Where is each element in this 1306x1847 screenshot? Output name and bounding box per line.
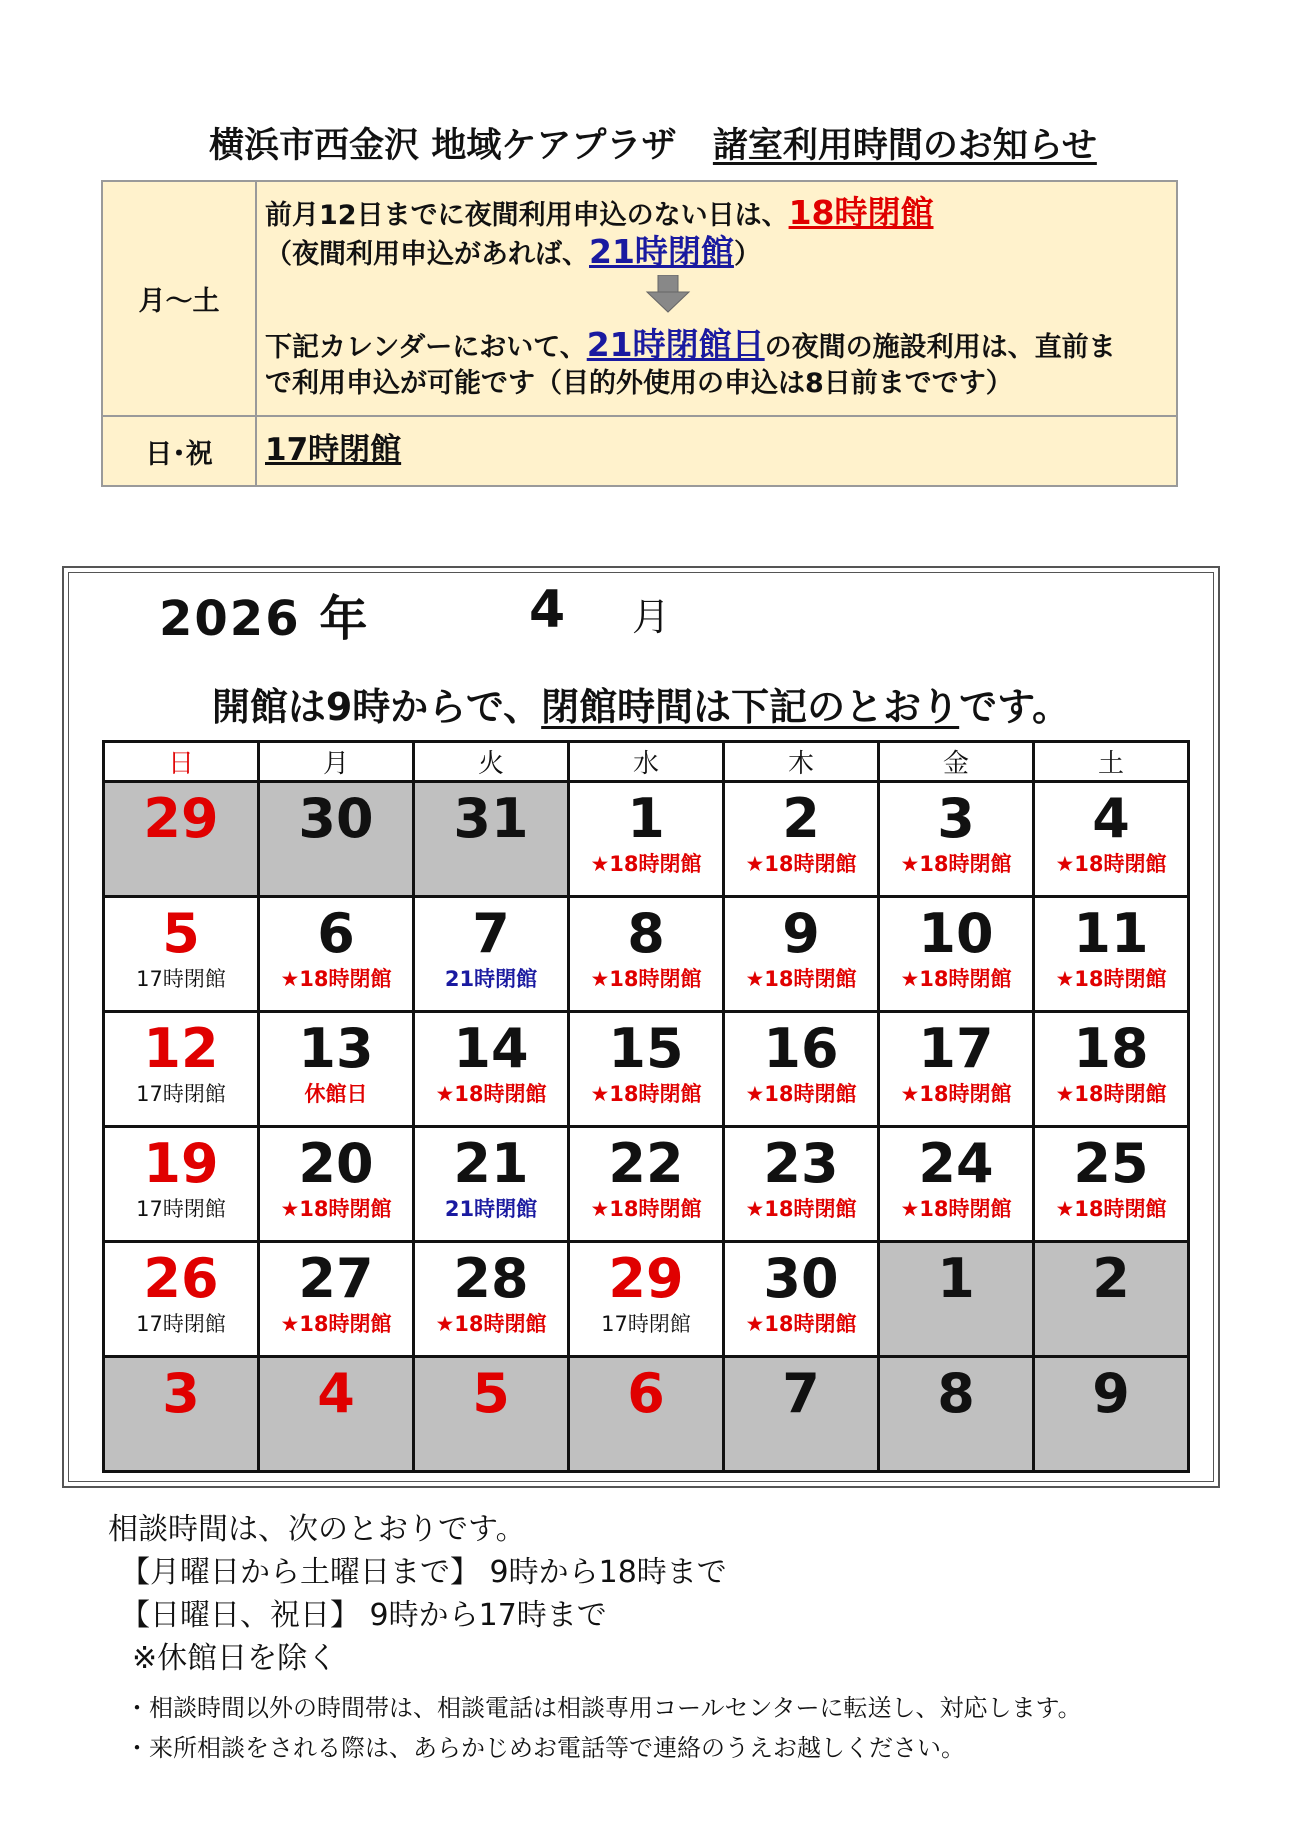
calendar-day	[724, 1012, 879, 1127]
calendar-day	[879, 1127, 1034, 1242]
closing-time-note: ★18時閉館	[745, 1197, 857, 1221]
day-number: 9	[782, 902, 820, 965]
calendar-day	[259, 897, 414, 1012]
closing-time-note: ★18時閉館	[1055, 967, 1167, 991]
note-item: ・来所相談をされる際は、あらかじめお電話等で連絡のうえお越しください。	[125, 1734, 965, 1762]
closing-time-note: ★18時閉館	[280, 967, 392, 991]
closing-time-note: 17時閉館	[136, 1312, 226, 1336]
calendar-day	[724, 897, 879, 1012]
day-number: 20	[298, 1132, 374, 1195]
day-number: 15	[608, 1017, 684, 1080]
day-number: 5	[162, 902, 200, 965]
closing-time-note: ★18時閉館	[745, 1082, 857, 1106]
day-number: 19	[143, 1132, 219, 1195]
weekday-header: 火	[414, 742, 569, 782]
calendar-month-unit: 月	[632, 595, 673, 639]
calendar-day	[1034, 1357, 1189, 1472]
day-number: 18	[1073, 1017, 1149, 1080]
day-number: 28	[453, 1247, 529, 1310]
calendar-year-month	[159, 580, 673, 649]
consult-exception: ※休館日を除く	[132, 1641, 338, 1676]
weekday-header: 木	[724, 742, 879, 782]
calendar-day	[569, 1127, 724, 1242]
calendar-grid	[102, 740, 1190, 1473]
calendar-day	[724, 1127, 879, 1242]
day-number: 5	[472, 1362, 510, 1425]
calendar-day	[724, 782, 879, 897]
calendar-day	[724, 1242, 879, 1357]
calendar-day	[569, 1242, 724, 1357]
day-number: 29	[608, 1247, 684, 1310]
calendar-day	[414, 782, 569, 897]
calendar-day	[104, 1127, 259, 1242]
day-number: 9	[1092, 1362, 1130, 1425]
calendar-day	[569, 897, 724, 1012]
weekday-header: 日	[104, 742, 259, 782]
calendar-day	[259, 1127, 414, 1242]
day-number: 1	[627, 787, 665, 850]
closing-time-note: ★18時閉館	[435, 1312, 547, 1336]
title-facility: 横浜市西金沢 地域ケアプラザ	[209, 126, 677, 166]
close-21-text: 21時閉館	[589, 232, 734, 271]
notes-list	[125, 1688, 1082, 1768]
calendar-week	[104, 1242, 1189, 1357]
day-number: 1	[937, 1247, 975, 1310]
day-number: 3	[937, 787, 975, 850]
calendar-day	[414, 1127, 569, 1242]
day-number: 12	[143, 1017, 219, 1080]
closing-time-note: 21時閉館	[444, 967, 538, 991]
closing-time-note: 21時閉館	[444, 1197, 538, 1221]
day-number: 22	[608, 1132, 684, 1195]
calendar-day	[879, 897, 1034, 1012]
calendar-day	[414, 1012, 569, 1127]
calendar-day	[879, 782, 1034, 897]
day-number: 31	[453, 787, 529, 850]
calendar-day	[879, 1242, 1034, 1357]
hours-table	[101, 180, 1178, 487]
closing-time-note: ★18時閉館	[745, 967, 857, 991]
calendar-day	[104, 1357, 259, 1472]
calendar-day	[1034, 1242, 1189, 1357]
day-number: 27	[298, 1247, 374, 1310]
day-number: 4	[317, 1362, 355, 1425]
day-number: 17	[918, 1017, 994, 1080]
day-number: 10	[918, 902, 994, 965]
closing-time-note: ★18時閉館	[900, 1197, 1012, 1221]
calendar-week	[104, 897, 1189, 1012]
consultation-hours	[108, 1508, 727, 1680]
calendar-day	[414, 897, 569, 1012]
closing-time-note: 休館日	[304, 1082, 368, 1106]
closing-time-note: ★18時閉館	[435, 1082, 547, 1106]
closing-time-note: ★18時閉館	[590, 967, 702, 991]
day-number: 6	[627, 1362, 665, 1425]
calendar-day	[1034, 782, 1189, 897]
note-item: ・相談時間以外の時間帯は、相談電話は相談専用コールセンターに転送し、対応します。	[125, 1694, 1082, 1722]
day-number: 2	[782, 787, 820, 850]
opening-message: 開館は9時からで、閉館時間は下記のとおりです。	[211, 685, 1071, 729]
calendar-day	[104, 897, 259, 1012]
closing-time-note: ★18時閉館	[590, 1197, 702, 1221]
calendar-day	[569, 1357, 724, 1472]
closing-time-note: 17時閉館	[601, 1312, 691, 1336]
calendar-day	[879, 1357, 1034, 1472]
page-title	[0, 118, 1306, 168]
day-number: 14	[453, 1017, 529, 1080]
closing-time-note: ★18時閉館	[1055, 1197, 1167, 1221]
closing-time-note: 17時閉館	[136, 1082, 226, 1106]
day-number: 16	[763, 1017, 839, 1080]
weekday-header: 月	[259, 742, 414, 782]
calendar-year-unit: 年	[319, 591, 370, 647]
day-number: 30	[763, 1247, 839, 1310]
closing-time-note: ★18時閉館	[590, 1082, 702, 1106]
calendar-box	[62, 566, 1220, 1488]
closing-time-note: ★18時閉館	[900, 1082, 1012, 1106]
closing-time-note: ★18時閉館	[745, 1312, 857, 1336]
closing-time-note: ★18時閉館	[280, 1197, 392, 1221]
calendar-year: 2026	[159, 591, 301, 647]
consult-weekday: 【月曜日から土曜日まで】 9時から18時まで	[120, 1555, 727, 1590]
calendar-day	[569, 782, 724, 897]
day-number: 3	[162, 1362, 200, 1425]
day-number: 7	[472, 902, 510, 965]
closing-time-note: ★18時閉館	[1055, 852, 1167, 876]
calendar-month: 4	[529, 580, 568, 640]
calendar-day	[104, 782, 259, 897]
close-21-day-text: 21時閉館日	[586, 325, 765, 364]
day-number: 6	[317, 902, 355, 965]
day-number: 30	[298, 787, 374, 850]
consult-holiday: 【日曜日、祝日】 9時から17時まで	[120, 1598, 607, 1633]
calendar-day	[259, 1242, 414, 1357]
close-18-text: 18時閉館	[788, 193, 934, 232]
day-number: 21	[453, 1132, 529, 1195]
day-number: 23	[763, 1132, 839, 1195]
closing-time-note: 17時閉館	[136, 967, 226, 991]
day-number: 8	[627, 902, 665, 965]
calendar-day	[1034, 897, 1189, 1012]
day-number: 13	[298, 1017, 374, 1080]
calendar-week	[104, 1357, 1189, 1472]
day-number: 29	[143, 787, 219, 850]
closing-time-note: ★18時閉館	[745, 852, 857, 876]
closing-time-note: 17時閉館	[136, 1197, 226, 1221]
day-number: 11	[1073, 902, 1149, 965]
holiday-description: 17時閉館	[256, 416, 1177, 486]
title-subject: 諸室利用時間のお知らせ	[712, 126, 1097, 166]
weekday-header: 水	[569, 742, 724, 782]
weekday-label: 月～土	[102, 181, 256, 416]
down-arrow-icon	[645, 275, 691, 313]
calendar-day	[259, 1357, 414, 1472]
calendar-day	[1034, 1012, 1189, 1127]
calendar-day	[259, 782, 414, 897]
calendar-day	[569, 1012, 724, 1127]
calendar-day	[414, 1357, 569, 1472]
day-number: 2	[1092, 1247, 1130, 1310]
closing-time-note: ★18時閉館	[590, 852, 702, 876]
closing-time-note: ★18時閉館	[1055, 1082, 1167, 1106]
closing-time-note: ★18時閉館	[900, 852, 1012, 876]
calendar-day	[879, 1012, 1034, 1127]
day-number: 8	[937, 1362, 975, 1425]
consult-intro: 相談時間は、次のとおりです。	[108, 1512, 526, 1547]
day-number: 24	[918, 1132, 994, 1195]
calendar-day	[414, 1242, 569, 1357]
calendar-day	[1034, 1127, 1189, 1242]
day-number: 4	[1092, 787, 1130, 850]
calendar-week	[104, 782, 1189, 897]
closing-time-note: ★18時閉館	[280, 1312, 392, 1336]
calendar-day	[104, 1012, 259, 1127]
day-number: 25	[1073, 1132, 1149, 1195]
weekday-header: 金	[879, 742, 1034, 782]
calendar-week	[104, 1127, 1189, 1242]
weekday-description: 前月12日までに夜間利用申込のない日は、18時閉館 （夜間利用申込があれば、21時閉館） 下記カレンダーにおいて、21時閉館日の夜間の施設利用は、直前ま で利用申込が可能です（目的外使用の申込は8日前までです）	[256, 181, 1177, 416]
closing-time-note: ★18時閉館	[900, 967, 1012, 991]
calendar-day	[104, 1242, 259, 1357]
day-number: 7	[782, 1362, 820, 1425]
calendar-day	[259, 1012, 414, 1127]
calendar-week	[104, 1012, 1189, 1127]
calendar-day	[724, 1357, 879, 1472]
holiday-label: 日･祝	[102, 416, 256, 486]
day-number: 26	[143, 1247, 219, 1310]
weekday-header: 土	[1034, 742, 1189, 782]
